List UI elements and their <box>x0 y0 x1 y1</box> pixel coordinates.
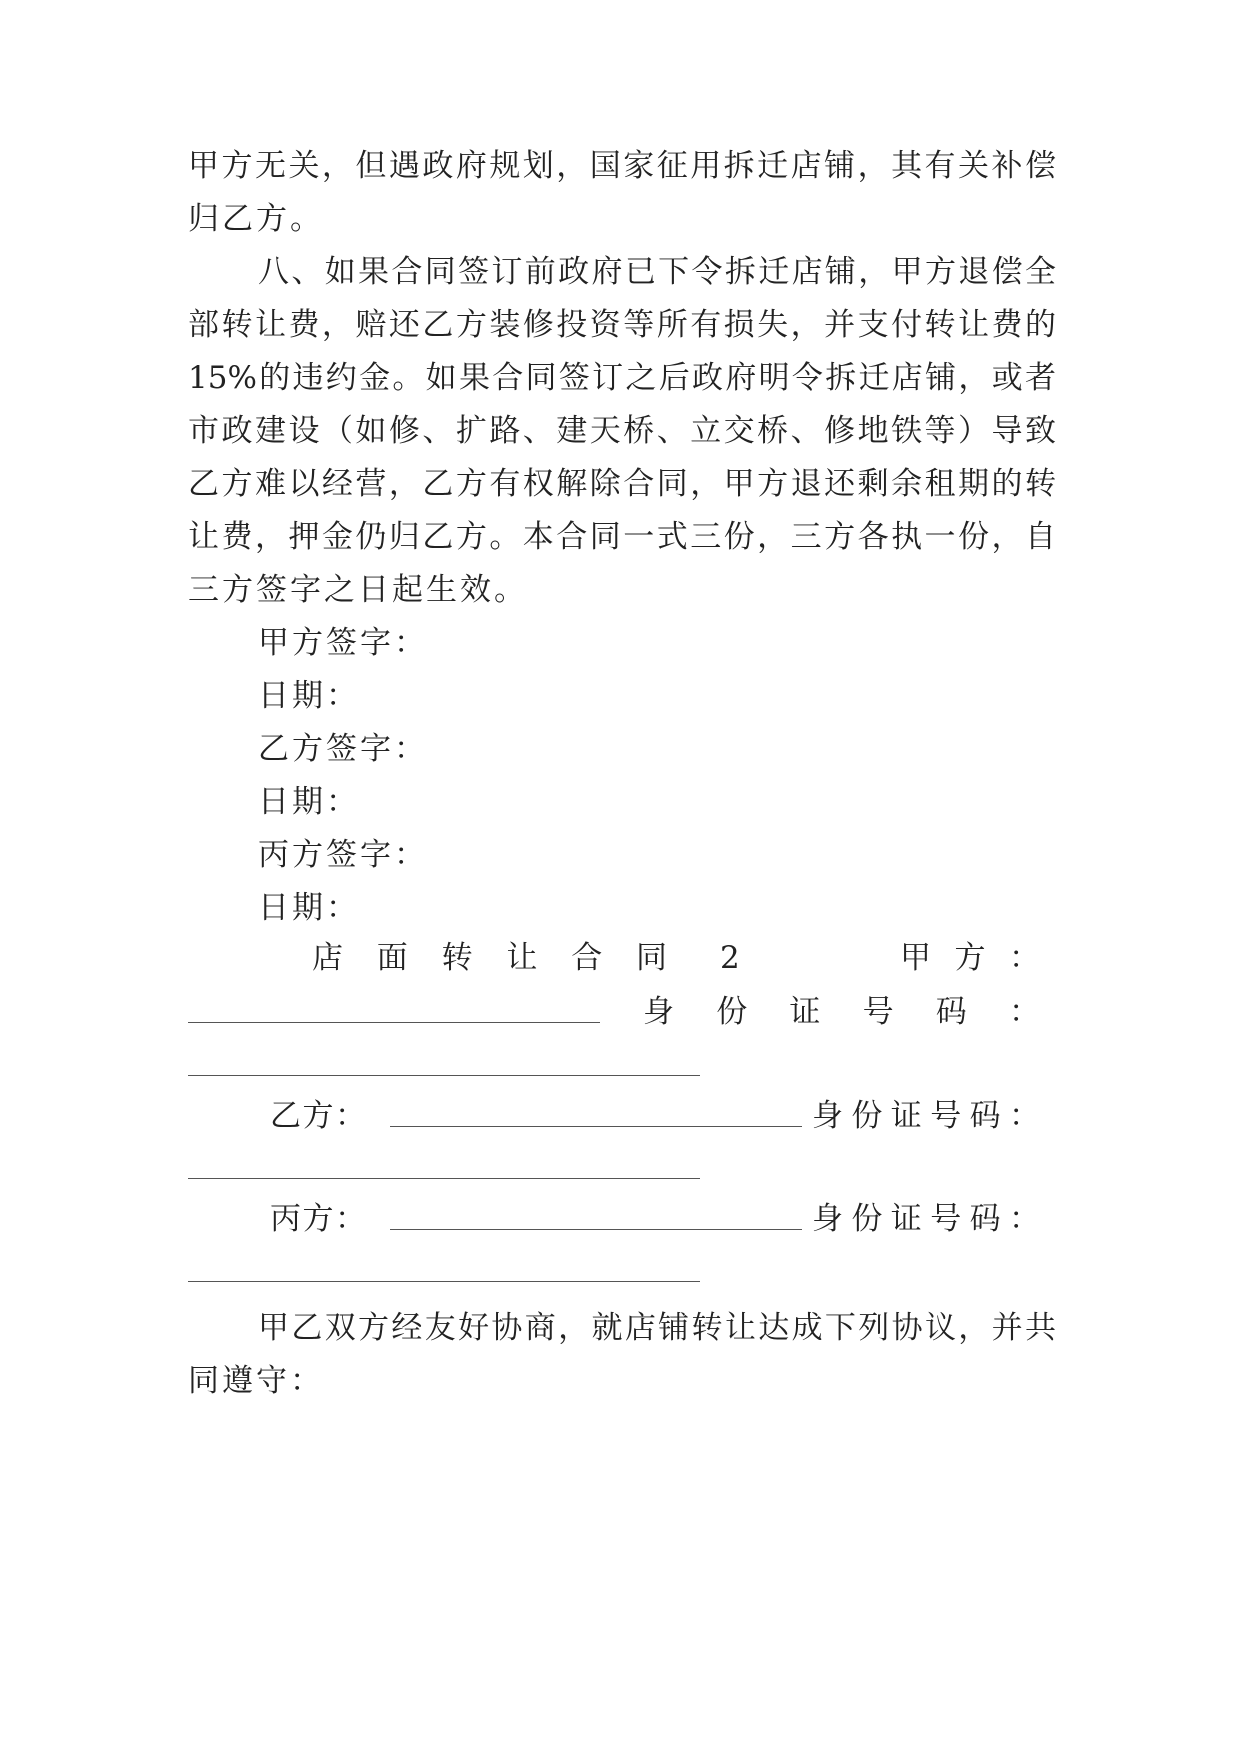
signature-date-a: 日期： <box>258 678 360 714</box>
clause8-line-3: 15%的违约金。如果合同签订之后政府明令拆迁店铺，或者 <box>188 360 1056 396</box>
intro-line-1: 甲乙双方经友好协商，就店铺转让达成下列协议，并共 <box>258 1310 1056 1346</box>
intro-line-2: 同遵守： <box>188 1363 324 1399</box>
clause8-line-2: 部转让费，赔还乙方装修投资等所有损失，并支付转让费的 <box>188 307 1056 343</box>
party-b-label: 乙方： <box>270 1098 366 1134</box>
clause8-line-7: 三方签字之日起生效。 <box>188 572 528 608</box>
clause8-line-4: 市政建设（如修、扩路、建天桥、立交桥、修地铁等）导致 <box>188 413 1056 449</box>
clause7-line-1: 甲方无关，但遇政府规划，国家征用拆迁店铺，其有关补偿 <box>188 148 1056 184</box>
party-c-id-blank <box>188 1281 700 1282</box>
party-a-id-label: 身份证号码： <box>643 994 1040 1030</box>
signature-party-a: 甲方签字： <box>258 625 428 661</box>
signature-date-c: 日期： <box>258 890 360 926</box>
clause8-line-6: 让费，押金仍归乙方。本合同一式三份，三方各执一份，自 <box>188 519 1056 555</box>
party-c-label: 丙方： <box>270 1201 366 1237</box>
clause8-line-1: 八、如果合同签订前政府已下令拆迁店铺，甲方退偿全 <box>258 254 1056 290</box>
signature-party-b: 乙方签字： <box>258 731 428 767</box>
party-a-name-blank <box>188 1022 600 1023</box>
party-b-id-blank <box>188 1178 700 1179</box>
party-a-id-blank <box>188 1075 700 1076</box>
contract-title: 店面转让合同 <box>312 940 667 976</box>
clause8-line-5: 乙方难以经营，乙方有权解除合同，甲方退还剩余租期的转 <box>188 466 1056 502</box>
party-a-label: 甲方： <box>900 940 1040 976</box>
party-c-name-blank <box>390 1229 802 1230</box>
signature-party-c: 丙方签字： <box>258 837 428 873</box>
party-b-name-blank <box>390 1126 802 1127</box>
clause7-line-2: 归乙方。 <box>188 201 324 237</box>
party-c-id-label: 身份证号码： <box>812 1201 1040 1237</box>
signature-date-b: 日期： <box>258 784 360 820</box>
contract-number: 2 <box>720 940 740 976</box>
party-b-id-label: 身份证号码： <box>812 1098 1040 1134</box>
